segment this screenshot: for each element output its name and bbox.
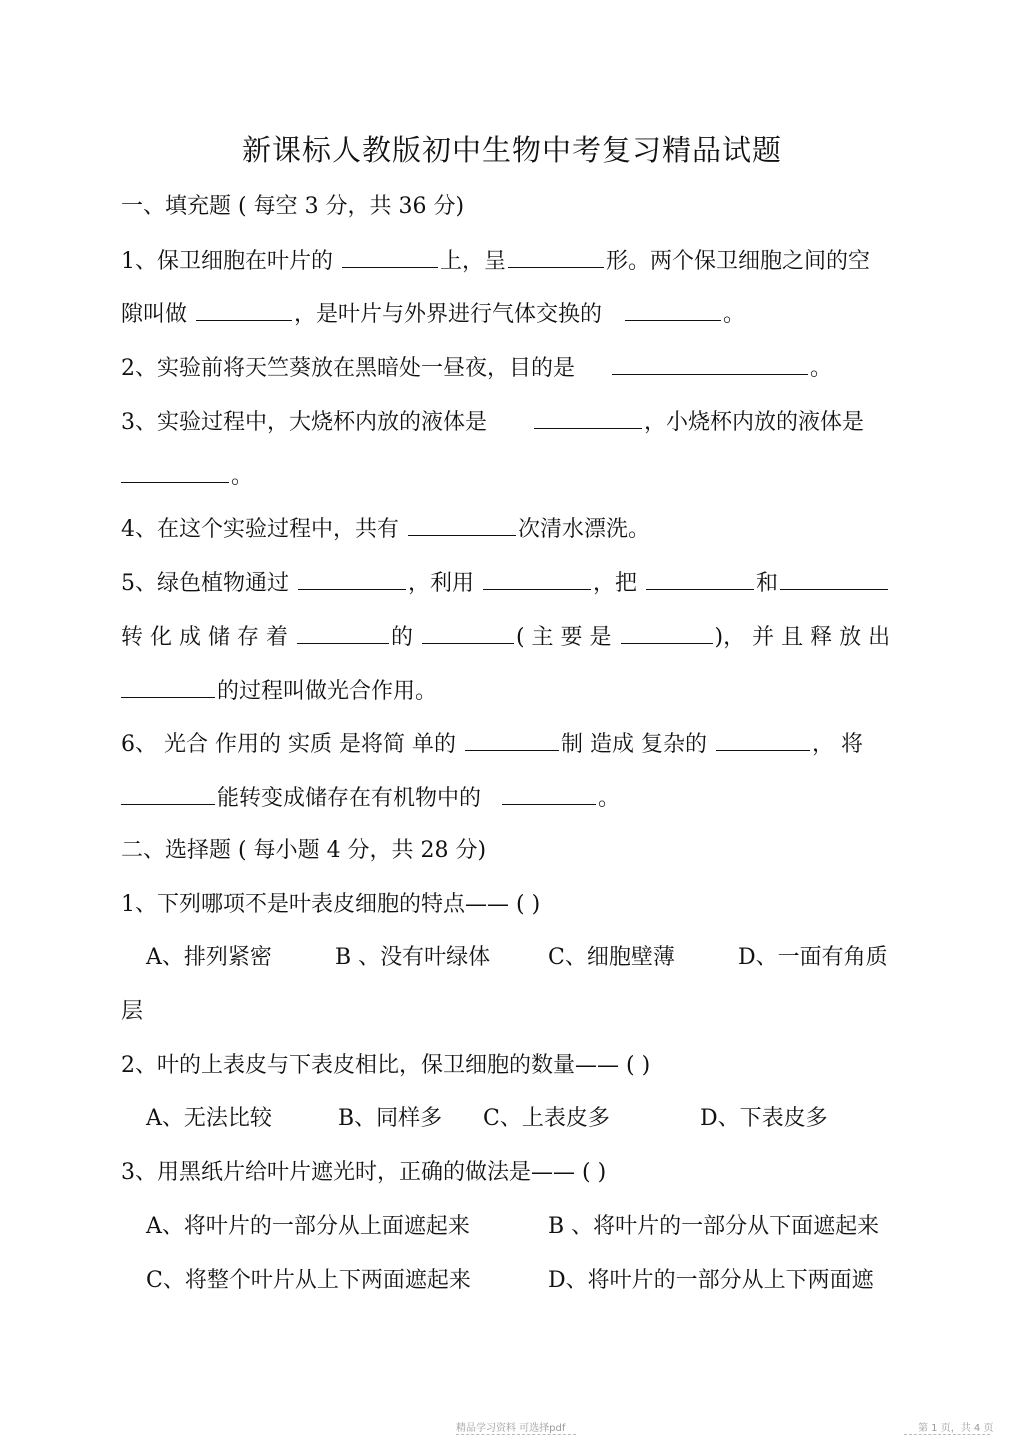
answer-blank[interactable]	[342, 245, 438, 268]
choice-1-option-d[interactable]: D、一面有角质	[738, 945, 888, 970]
choice-question-1-stem: 1、下列哪项不是叶表皮细胞的特点—— ( )	[121, 892, 541, 917]
footer-source-text: 精品学习资料 可选择pdf	[456, 1423, 566, 1434]
choice-3-option-c[interactable]: C、将整个叶片从上下两面遮起来	[146, 1268, 471, 1293]
footer-divider	[456, 1434, 576, 1435]
answer-blank[interactable]	[408, 513, 516, 536]
question-3-line-1: 3、实验过程中，大烧杯内放的液体是 ，小烧杯内放的液体是	[121, 406, 864, 438]
question-1-line-1: 1、保卫细胞在叶片的 上，呈 形。两个保卫细胞之间的空	[121, 245, 870, 277]
answer-blank[interactable]	[196, 298, 292, 321]
question-5-line-1: 5、绿色植物通过 ，利用 ，把 和	[121, 567, 890, 599]
answer-blank[interactable]	[621, 621, 713, 644]
choice-3-option-a[interactable]: A、将叶片的一部分从上面遮起来	[146, 1214, 470, 1239]
choice-1-option-d-wrap: 层	[121, 999, 144, 1024]
question-4: 4、在这个实验过程中，共有 次清水漂洗。	[121, 513, 650, 545]
answer-blank[interactable]	[121, 460, 229, 483]
section-fill-heading: 一、填充题 ( 每空 3 分，共 36 分)	[121, 194, 465, 219]
answer-blank[interactable]	[646, 567, 754, 590]
choice-question-3-stem: 3、用黑纸片给叶片遮光时，正确的做法是—— ( )	[121, 1160, 607, 1185]
question-5-line-3: 的过程叫做光合作用。	[121, 675, 437, 707]
footer-divider	[904, 1434, 990, 1435]
choice-2-option-d[interactable]: D、下表皮多	[700, 1106, 828, 1131]
answer-blank[interactable]	[483, 567, 591, 590]
question-6-line-2: 能转变成储存在有机物中的 。	[121, 782, 620, 814]
question-6-line-1: 6、 光合 作用的 实质 是将简 单的 制 造成 复杂的 ， 将	[121, 728, 863, 760]
answer-blank[interactable]	[534, 406, 642, 429]
answer-blank[interactable]	[508, 245, 604, 268]
answer-blank[interactable]	[780, 567, 888, 590]
answer-blank[interactable]	[625, 298, 721, 321]
page-title: 新课标人教版初中生物中考复习精品试题	[241, 133, 782, 167]
answer-blank[interactable]	[121, 782, 215, 805]
answer-blank[interactable]	[465, 728, 559, 751]
footer-page-number: 第 1 页，共 4 页	[918, 1423, 994, 1434]
choice-3-option-b[interactable]: B 、将叶片的一部分从下面遮起来	[548, 1214, 880, 1239]
answer-blank[interactable]	[121, 675, 215, 698]
question-5-line-2: 转 化 成 储 存 着 的 ( 主 要 是 )， 并 且 释 放 出	[121, 621, 890, 653]
answer-blank[interactable]	[297, 621, 389, 644]
answer-blank[interactable]	[716, 728, 810, 751]
choice-3-option-d[interactable]: D、将叶片的一部分从上下两面遮	[548, 1268, 874, 1293]
answer-blank[interactable]	[502, 782, 596, 805]
question-1-line-2: 隙叫做 ，是叶片与外界进行气体交换的 。	[121, 298, 745, 330]
section-choice-heading: 二、选择题 ( 每小题 4 分，共 28 分)	[121, 838, 487, 863]
choice-question-2-stem: 2、叶的上表皮与下表皮相比，保卫细胞的数量—— ( )	[121, 1053, 651, 1078]
answer-blank[interactable]	[422, 621, 514, 644]
choice-1-option-a[interactable]: A、排列紧密	[146, 945, 272, 970]
choice-2-option-a[interactable]: A、无法比较	[146, 1106, 272, 1131]
choice-1-option-b[interactable]: B 、没有叶绿体	[335, 945, 491, 970]
answer-blank[interactable]	[612, 352, 808, 375]
choice-2-option-c[interactable]: C、上表皮多	[483, 1106, 610, 1131]
question-2: 2、实验前将天竺葵放在黑暗处一昼夜，目的是 。	[121, 352, 832, 384]
choice-1-option-c[interactable]: C、细胞壁薄	[548, 945, 675, 970]
choice-2-option-b[interactable]: B、同样多	[338, 1106, 443, 1131]
question-3-line-2: 。	[121, 460, 253, 492]
answer-blank[interactable]	[298, 567, 406, 590]
